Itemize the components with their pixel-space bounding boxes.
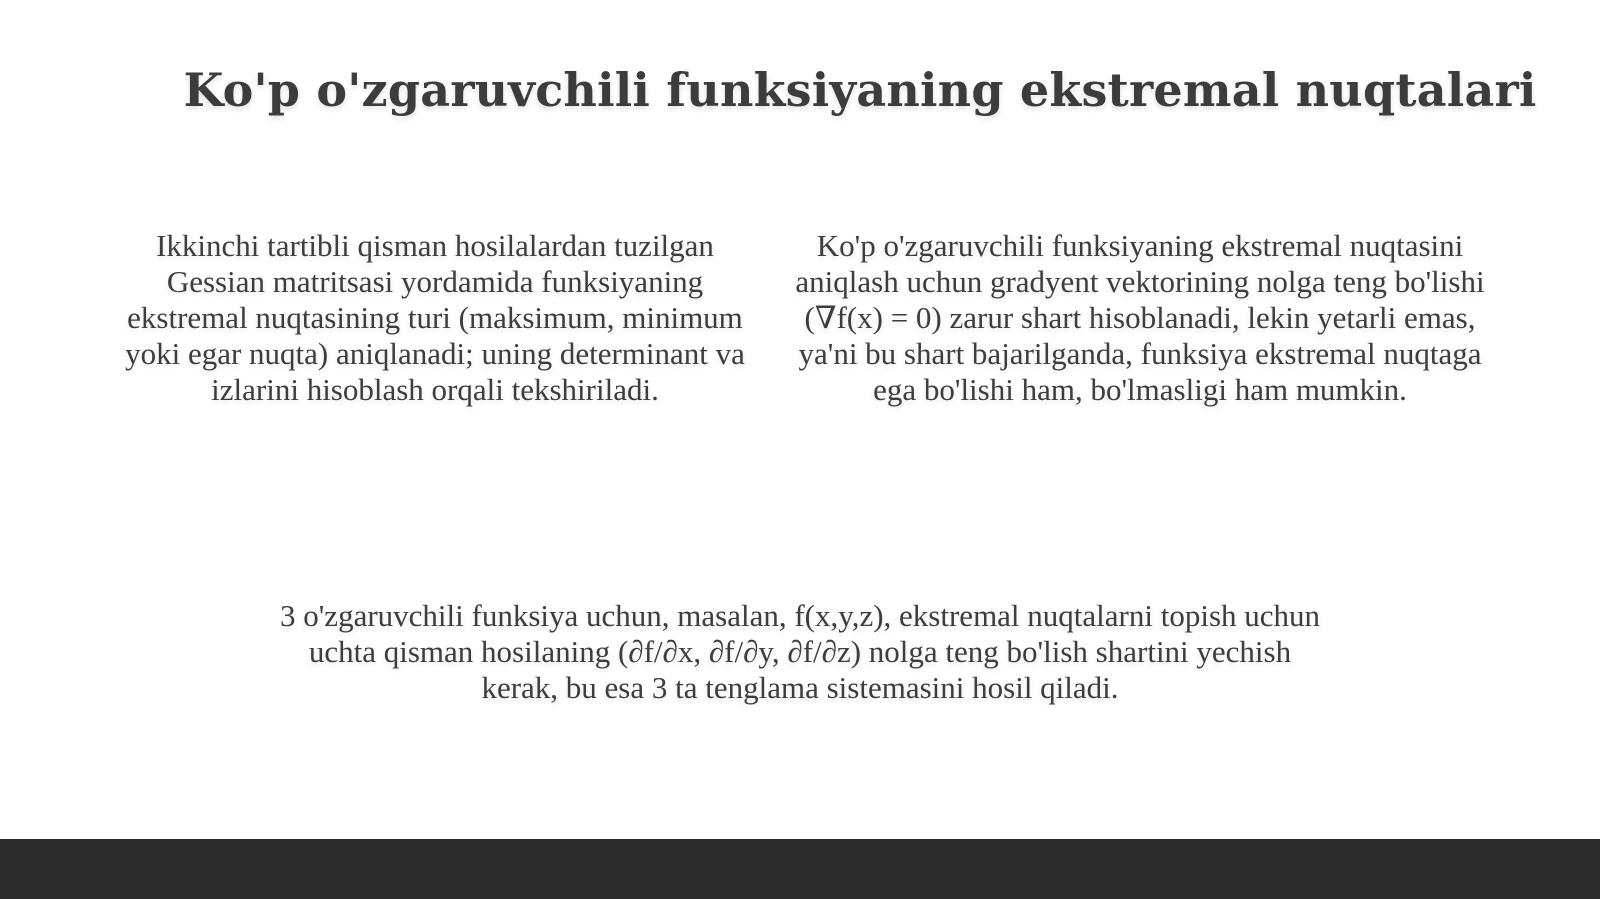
left-text-block: Ikkinchi tartibli qisman hosilalardan tuzilgan Gessian matritsasi yordamida funksiyaning ekstremal nuqtasining turi (maksimum, minimum yoki egar nuqta) aniqlanadi; uning determinant va izlarini hisoblash orqali tekshiriladi. bbox=[125, 228, 745, 407]
footer-bar bbox=[0, 839, 1600, 899]
right-text-block: Ko'p o'zgaruvchili funksiyaning ekstremal nuqtasini aniqlash uchun gradyent vektorining nolga teng bo'lishi (∇f(x) = 0) zarur shart hisoblanadi, lekin yetarli emas, ya'ni bu shart bajarilganda, funksiya ekstremal nuqtaga ega bo'lishi ham, bo'lmasligi ham mumkin. bbox=[795, 228, 1485, 407]
slide-title: Ko'p o'zgaruvchili funksiyaning ekstremal nuqtalari bbox=[183, 63, 1537, 117]
bottom-text-block: 3 o'zgaruvchili funksiya uchun, masalan, f(x,y,z), ekstremal nuqtalarni topish uchun uchta qisman hosilaning (∂f/∂x, ∂f/∂y, ∂f/∂z) nolga teng bo'lish shartini yechish kerak, bu esa 3 ta tenglama sistemasini hosil qiladi. bbox=[279, 598, 1321, 705]
